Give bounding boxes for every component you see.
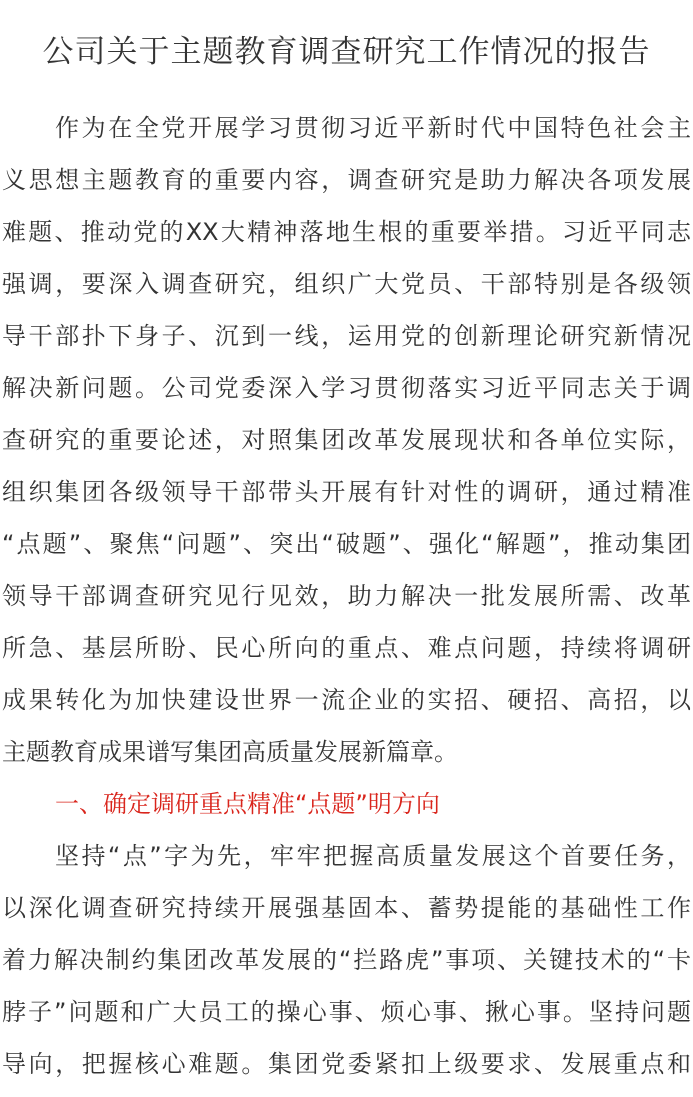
body-line: 着力解决制约集团改革发展的“拦路虎”事项、关键技术的“卡 bbox=[2, 946, 691, 974]
body-line: 导向，把握核心难题。集团党委紧扣上级要求、发展重点和 bbox=[2, 1050, 691, 1078]
body-line: 脖子”问题和广大员工的操心事、烦心事、揪心事。坚持问题 bbox=[2, 998, 691, 1026]
body-line: 查研究的重要论述，对照集团改革发展现状和各单位实际， bbox=[2, 426, 691, 454]
body-line: “点题”、聚焦“问题”、突出“破题”、强化“解题”，推动集团 bbox=[2, 530, 691, 558]
body-line: 坚持“点”字为先，牢牢把握高质量发展这个首要任务， bbox=[55, 842, 691, 870]
body-line: 领导干部调查研究见行见效，助力解决一批发展所需、改革 bbox=[2, 582, 691, 610]
body-line: 解决新问题。公司党委深入学习贯彻落实习近平同志关于调 bbox=[2, 374, 691, 402]
section-heading: 一、确定调研重点精准“点题”明方向 bbox=[55, 790, 440, 818]
body-line: 作为在全党开展学习贯彻习近平新时代中国特色社会主 bbox=[55, 114, 691, 142]
body-line: 所急、基层所盼、民心所向的重点、难点问题，持续将调研 bbox=[2, 634, 691, 662]
body-line: 难题、推动党的XX大精神落地生根的重要举措。习近平同志 bbox=[2, 218, 691, 246]
document-body bbox=[2, 102, 691, 1090]
body-line: 义思想主题教育的重要内容，调查研究是助力解决各项发展 bbox=[2, 166, 691, 194]
body-line: 主题教育成果谱写集团高质量发展新篇章。 bbox=[2, 738, 458, 766]
body-line: 组织集团各级领导干部带头开展有针对性的调研，通过精准 bbox=[2, 478, 691, 506]
body-line: 以深化调查研究持续开展强基固本、蓄势提能的基础性工作 bbox=[2, 894, 691, 922]
document-title: 公司关于主题教育调查研究工作情况的报告 bbox=[42, 34, 651, 70]
body-line: 强调，要深入调查研究，组织广大党员、干部特别是各级领 bbox=[2, 270, 691, 298]
body-line: 导干部扑下身子、沉到一线，运用党的创新理论研究新情况 bbox=[2, 322, 691, 350]
body-line: 成果转化为加快建设世界一流企业的实招、硬招、高招，以 bbox=[2, 686, 691, 714]
